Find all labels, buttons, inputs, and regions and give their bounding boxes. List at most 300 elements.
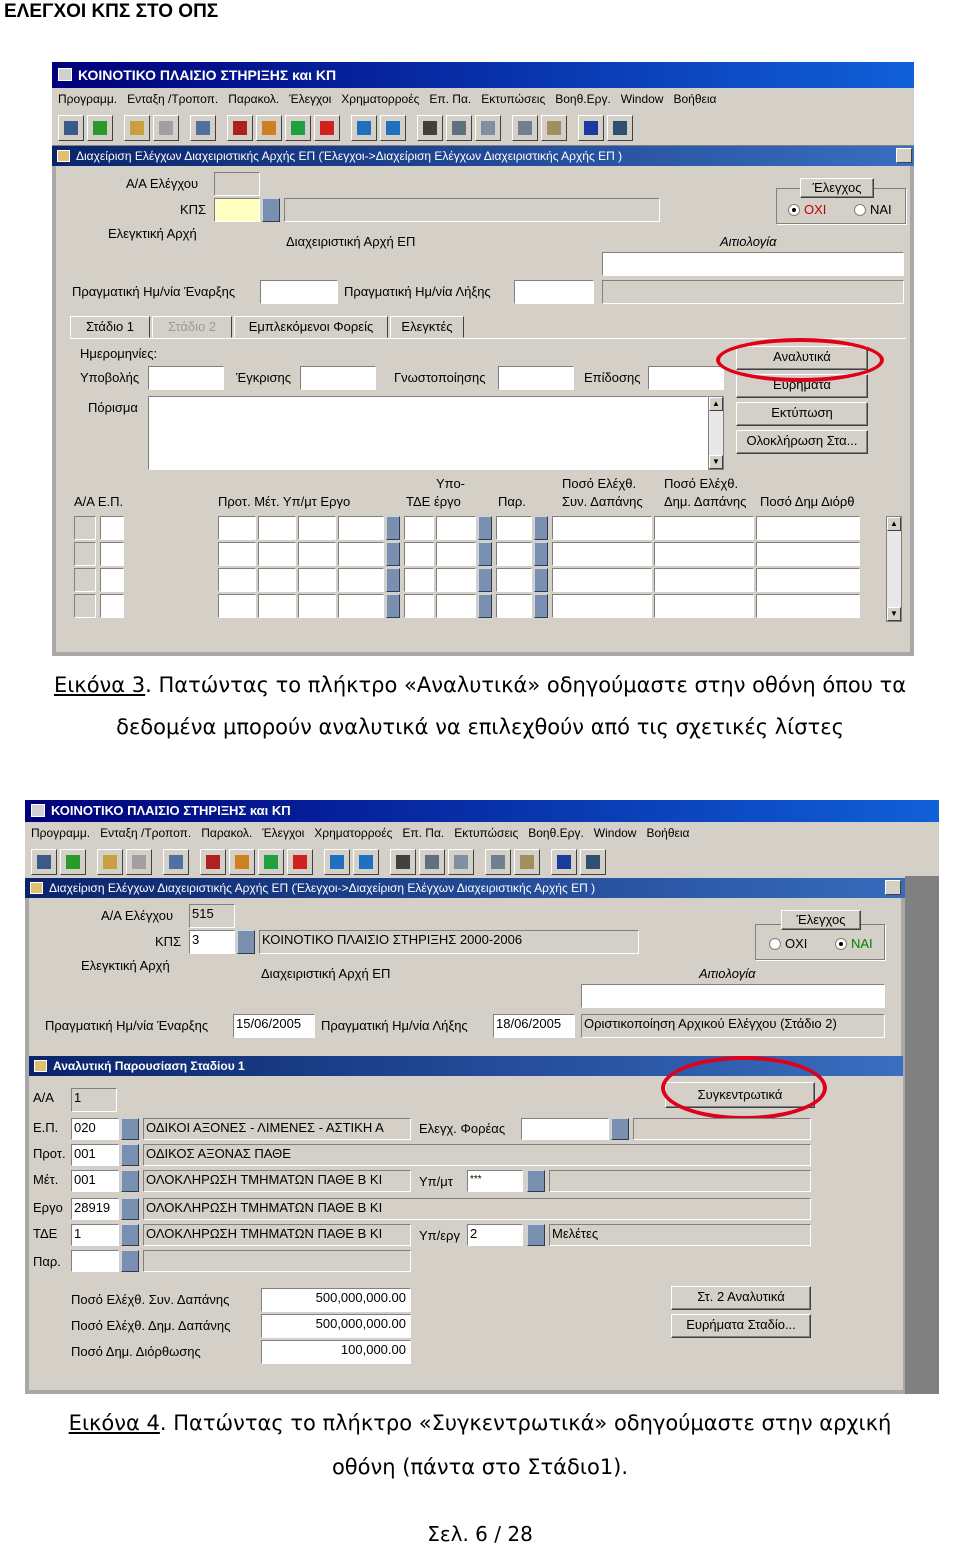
grid-cell[interactable] (756, 568, 860, 592)
delete-record-button[interactable] (227, 115, 253, 141)
menu-item[interactable]: Έλεγχοι (262, 826, 305, 840)
details-icon (452, 121, 466, 135)
label-finding: Πόρισμα (88, 400, 138, 415)
remove-record-icon (293, 855, 307, 869)
menu-item[interactable]: Window (593, 826, 637, 840)
tab-bodies[interactable]: Εμπλεκόμενοι Φορείς (234, 316, 388, 338)
menu-item[interactable]: Ενταξη /Τροποπ. (127, 92, 219, 106)
label-body: Ελεγχ. Φορέας (419, 1121, 506, 1136)
insert-record-icon (291, 121, 305, 135)
grid-header-amt1a: Ποσό Ελέχθ. (562, 476, 637, 491)
exit-icon (613, 121, 627, 135)
list-button[interactable] (390, 849, 416, 875)
submeasure-field[interactable]: *** (467, 1170, 523, 1192)
grid-cell[interactable] (496, 516, 532, 540)
caption-2-line-1 (0, 1408, 960, 1438)
highlight-ring (661, 1056, 827, 1120)
grid-scrollbar[interactable]: ▲ ▼ (886, 516, 902, 622)
grid-cell[interactable] (218, 516, 256, 540)
par-code-field[interactable] (71, 1250, 119, 1272)
prot-list-icon[interactable] (121, 1144, 139, 1166)
subproj-code-field[interactable]: 2 (467, 1224, 523, 1246)
attach-button[interactable] (514, 849, 540, 875)
figure-ref-3[interactable]: Εικόνα 3 (53, 673, 146, 697)
grid-cell[interactable] (436, 516, 476, 540)
remove-record-button[interactable] (314, 115, 340, 141)
insert-record-button[interactable] (258, 849, 284, 875)
prot-name-field: ΟΔΙΚΟΣ ΑΞΟΝΑΣ ΠΑΘΕ (143, 1144, 811, 1166)
menu-item[interactable]: Εκτυπώσεις (454, 826, 519, 840)
label-dates: Ημερομηνίες: (80, 346, 158, 361)
label-ep: Ε.Π. (33, 1120, 59, 1135)
label-detail-aa: Α/Α (33, 1090, 54, 1105)
status-field: Οριστικοποίηση Αρχικού Ελέγχου (Στάδιο 2) (581, 1014, 885, 1038)
menu-item[interactable]: Ενταξη /Τροποπ. (100, 826, 192, 840)
menu-bar (52, 88, 914, 110)
label-kps: ΚΠΣ (155, 934, 182, 949)
form-body (29, 898, 901, 1058)
prev-record-button[interactable] (324, 849, 350, 875)
app-window-icon (58, 68, 72, 81)
label-erg: Εργο (33, 1200, 63, 1215)
kps-list-icon[interactable] (237, 930, 255, 954)
label-approve: Έγκρισης (236, 370, 291, 385)
grid-cell[interactable] (496, 594, 532, 618)
grid-header-sub1: Υπο- (436, 476, 466, 491)
grid-cell[interactable] (756, 542, 860, 566)
radio-yes-label: ΝΑΙ (851, 936, 873, 951)
next-record-icon (386, 121, 400, 135)
deliver-date-field[interactable] (648, 366, 724, 390)
grid-header-par: Παρ. (498, 494, 526, 509)
help-button[interactable] (551, 849, 577, 875)
label-start-date: Πραγματική Ημ/νία Έναρξης (45, 1018, 209, 1033)
menu-bar (25, 822, 939, 844)
list-button[interactable] (417, 115, 443, 141)
grid-cell[interactable] (552, 568, 652, 592)
kps-name-field (284, 198, 660, 222)
ep-list-icon[interactable] (121, 1118, 139, 1140)
radio-no[interactable] (788, 204, 800, 216)
grid-cell[interactable] (436, 542, 476, 566)
par-list-icon[interactable] (121, 1250, 139, 1272)
grid-cell[interactable] (298, 542, 336, 566)
kps-code-field[interactable] (214, 198, 260, 222)
grid-cell[interactable] (654, 594, 754, 618)
delete-record-icon (206, 855, 220, 869)
menu-item[interactable]: Χρηματορροές (314, 826, 393, 840)
erg-list-icon[interactable] (121, 1198, 139, 1220)
radio-no[interactable] (769, 938, 781, 950)
grid-header-sub2: ΤΔΕ έργο (406, 494, 461, 509)
next-record-button[interactable] (353, 849, 379, 875)
details-button[interactable] (446, 115, 472, 141)
report-icon (491, 855, 505, 869)
grid-cell[interactable] (100, 594, 124, 618)
accept-icon (93, 121, 107, 135)
body-field[interactable] (521, 1118, 609, 1140)
notes-button[interactable] (475, 115, 501, 141)
menu-item[interactable]: Προγραμμ. (31, 826, 91, 840)
grid-cell[interactable] (74, 516, 96, 540)
grid-cell[interactable] (654, 568, 754, 592)
edit-icon (262, 121, 276, 135)
print-setup-icon (196, 121, 210, 135)
label-submeasure: Υπ/μτ (419, 1174, 453, 1189)
grid-cell[interactable] (74, 594, 96, 618)
clear-button[interactable] (126, 849, 152, 875)
accept-button[interactable] (87, 115, 113, 141)
caption-1-line-2: δεδομένα μπορούν αναλυτικά να επιλεχθούν από τις σχετικές λίστες (116, 715, 844, 739)
prev-record-icon (330, 855, 344, 869)
submeasure-list-icon[interactable] (527, 1170, 545, 1192)
screenshot-1 (52, 62, 914, 656)
grid-cell[interactable] (654, 542, 754, 566)
toolbar (52, 110, 914, 146)
query-icon (130, 121, 144, 135)
minimize-button[interactable] (896, 148, 912, 163)
page-heading: ΕΛΕΓΧΟΙ ΚΠΣ ΣΤΟ ΟΠΣ (4, 1, 219, 22)
grid-cell[interactable] (100, 542, 124, 566)
details-button[interactable] (419, 849, 445, 875)
remove-record-button[interactable] (287, 849, 313, 875)
grid-header-amt1b: Συν. Δαπάνης (562, 494, 643, 509)
label-amount-total: Ποσό Ελέχθ. Συν. Δαπάνης (71, 1292, 230, 1307)
reason-field[interactable] (602, 252, 904, 276)
kps-name-field: ΚΟΙΝΟΤΙΚΟ ΠΛΑΙΣΙΟ ΣΤΗΡΙΞΗΣ 2000-2006 (259, 930, 639, 954)
grid-cell[interactable] (298, 516, 336, 540)
label-reason: Αιτιολογία (720, 234, 777, 249)
ep-code-field[interactable]: 020 (71, 1118, 119, 1140)
notify-date-field[interactable] (498, 366, 574, 390)
grid-cell[interactable] (404, 568, 434, 592)
list-icon (423, 121, 437, 135)
end-date-field[interactable]: 18/06/2005 (493, 1014, 575, 1038)
grid-list-icon[interactable] (386, 542, 400, 566)
check-group-title: Έλεγχος (800, 178, 874, 198)
query-button[interactable] (97, 849, 123, 875)
start-date-field[interactable] (260, 280, 338, 304)
grid-cell[interactable] (552, 516, 652, 540)
erg-name-field: ΟΛΟΚΛΗΡΩΣΗ ΤΜΗΜΑΤΩΝ ΠΑΘΕ Β ΚΙ (143, 1198, 811, 1220)
label-reason: Αιτιολογία (699, 966, 756, 981)
submeasure-name-field (549, 1170, 811, 1192)
label-prot: Προτ. (33, 1146, 66, 1161)
menu-item[interactable]: Βοήθεια (673, 92, 717, 106)
grid-cell[interactable] (298, 568, 336, 592)
help-button[interactable] (578, 115, 604, 141)
radio-yes[interactable] (854, 204, 866, 216)
print-button[interactable]: Εκτύπωση (736, 402, 868, 426)
edit-icon (235, 855, 249, 869)
label-amount-correction: Ποσό Δημ. Διόρθωσης (71, 1344, 201, 1359)
label-par: Παρ. (33, 1254, 61, 1269)
app-title: ΚΟΙΝΟΤΙΚΟ ΠΛΑΙΣΙΟ ΣΤΗΡΙΞΗΣ και ΚΠ (78, 67, 337, 83)
grid-cell[interactable] (258, 542, 296, 566)
radio-no-label: ΟΧΙ (785, 936, 808, 951)
tab-stage-2[interactable]: Στάδιο 2 (152, 316, 232, 338)
grid-list-icon[interactable] (534, 594, 548, 618)
menu-item[interactable]: Βοηθ.Εργ. (555, 92, 611, 106)
approve-date-field[interactable] (300, 366, 376, 390)
form-title-bar (25, 878, 939, 898)
caption-2-text: . Πατώντας το πλήκτρο «Συγκεντρωτικά» οδηγούμαστε στην αρχική (159, 1411, 892, 1435)
tab-stage-1[interactable]: Στάδιο 1 (70, 316, 150, 338)
report-button[interactable] (512, 115, 538, 141)
form-icon (57, 150, 70, 162)
grid-cell[interactable] (218, 568, 256, 592)
menu-item[interactable]: Window (620, 92, 664, 106)
delete-record-icon (233, 121, 247, 135)
grid-list-icon[interactable] (386, 516, 400, 540)
check-aa-field[interactable]: 515 (189, 904, 235, 928)
grid-cell[interactable] (74, 542, 96, 566)
label-subproj: Υπ/εργ (419, 1228, 460, 1243)
prev-record-icon (357, 121, 371, 135)
grid-cell[interactable] (552, 542, 652, 566)
grid-cell[interactable] (100, 568, 124, 592)
label-authority: Ελεγκτική Αρχή (81, 958, 170, 973)
grid-cell[interactable] (404, 594, 434, 618)
insert-record-icon (264, 855, 278, 869)
radio-yes-label: ΝΑΙ (870, 202, 892, 217)
body-name-field (633, 1118, 811, 1140)
edit-button[interactable] (256, 115, 282, 141)
kps-list-icon[interactable] (262, 198, 280, 222)
highlight-ring (716, 338, 884, 382)
form-title-bar (52, 146, 914, 166)
menu-item[interactable]: Επ. Πα. (429, 92, 472, 106)
label-authority: Ελεγκτική Αρχή (108, 226, 197, 241)
grid-list-icon[interactable] (386, 594, 400, 618)
authority-value: Διαχειριστική Αρχή ΕΠ (261, 966, 391, 981)
kps-code-field[interactable]: 3 (189, 930, 235, 954)
print-setup-button[interactable] (190, 115, 216, 141)
save-button[interactable] (31, 849, 57, 875)
form-icon (30, 882, 43, 894)
met-name-field: ΟΛΟΚΛΗΡΩΣΗ ΤΜΗΜΑΤΩΝ ΠΑΘΕ Β ΚΙ (143, 1170, 411, 1192)
exit-button[interactable] (607, 115, 633, 141)
app-title-bar (25, 800, 939, 822)
grid-cell[interactable] (338, 594, 384, 618)
grid-cell[interactable] (496, 542, 532, 566)
grid-cell[interactable] (218, 542, 256, 566)
caption-1-line-1 (0, 670, 960, 700)
analytical-button[interactable]: Αναλυτικά (736, 346, 868, 370)
background-panel (905, 876, 939, 1394)
amount-public-field[interactable]: 500,000,000.00 (261, 1314, 411, 1338)
par-name-field (143, 1250, 411, 1272)
form-title: Διαχείριση Ελέγχων Διαχειριστικής Αρχής ΕΠ (Έλεγχοι->Διαχείριση Ελέγχων Διαχειριστικής Αρχής ΕΠ ) (76, 149, 623, 163)
help-icon (584, 121, 598, 135)
minimize-button[interactable] (885, 880, 901, 895)
grid-list-icon[interactable] (478, 516, 492, 540)
attach-icon (547, 121, 561, 135)
edit-button[interactable] (229, 849, 255, 875)
grid-list-icon[interactable] (478, 568, 492, 592)
label-check-aa: Α/Α Ελέγχου (126, 176, 199, 191)
figure-ref-4[interactable]: Εικόνα 4 (68, 1411, 160, 1435)
check-aa-field[interactable] (214, 172, 260, 196)
label-notify: Γνωστοποίησης (394, 370, 486, 385)
save-icon (37, 855, 51, 869)
grid-cell[interactable] (756, 594, 860, 618)
tde-name-field: ΟΛΟΚΛΗΡΩΣΗ ΤΜΗΜΑΤΩΝ ΠΑΘΕ Β ΚΙ (143, 1224, 411, 1246)
grid-cell[interactable] (298, 594, 336, 618)
details-icon (425, 855, 439, 869)
print-setup-icon (169, 855, 183, 869)
menu-item[interactable]: Βοηθ.Εργ. (528, 826, 584, 840)
grid-cell[interactable] (436, 568, 476, 592)
grid-header-amt2b: Δημ. Δαπάνης (664, 494, 747, 509)
attach-button[interactable] (541, 115, 567, 141)
label-start-date: Πραγματική Ημ/νία Έναρξης (72, 284, 236, 299)
finding-textarea[interactable] (148, 396, 708, 470)
detail-aa-field: 1 (71, 1088, 117, 1112)
grid-cell[interactable] (218, 594, 256, 618)
reason-field[interactable] (581, 984, 885, 1008)
start-date-field[interactable]: 15/06/2005 (233, 1014, 315, 1038)
submit-date-field[interactable] (148, 366, 224, 390)
caption-2-line-2: οθόνη (πάντα στο Στάδιο1). (331, 1455, 629, 1479)
report-icon (518, 121, 532, 135)
menu-item[interactable]: Βοήθεια (646, 826, 690, 840)
insert-record-button[interactable] (285, 115, 311, 141)
notes-button[interactable] (448, 849, 474, 875)
finding-scrollbar[interactable]: ▲ ▼ (708, 396, 724, 470)
grid-cell[interactable] (654, 516, 754, 540)
grid-cell[interactable] (756, 516, 860, 540)
complete-stage-button[interactable]: Ολοκλήρωση Στα... (736, 430, 868, 454)
authority-value: Διαχειριστική Αρχή ΕΠ (286, 234, 416, 249)
erg-code-field[interactable]: 28919 (71, 1198, 119, 1220)
grid-cell[interactable] (404, 516, 434, 540)
stage2-analytical-button[interactable]: Στ. 2 Αναλυτικά (671, 1286, 811, 1310)
grid-cell[interactable] (436, 594, 476, 618)
label-met: Μέτ. (33, 1172, 59, 1187)
met-list-icon[interactable] (121, 1170, 139, 1192)
menu-item[interactable]: Εκτυπώσεις (481, 92, 546, 106)
detail-icon (34, 1060, 47, 1072)
save-button[interactable] (58, 115, 84, 141)
label-kps: ΚΠΣ (180, 202, 207, 217)
clear-icon (159, 121, 173, 135)
screenshot-2 (25, 800, 939, 1394)
menu-item[interactable]: Προγραμμ. (58, 92, 118, 106)
remove-record-icon (320, 121, 334, 135)
detail-body (29, 1076, 903, 1390)
exit-button[interactable] (580, 849, 606, 875)
body-list-icon[interactable] (611, 1118, 629, 1140)
grid-cell[interactable] (496, 568, 532, 592)
app-title-bar (52, 62, 914, 88)
prot-code-field[interactable]: 001 (71, 1144, 119, 1166)
menu-item[interactable]: Παρακολ. (228, 92, 280, 106)
accept-button[interactable] (60, 849, 86, 875)
detail-title: Αναλυτική Παρουσίαση Σταδίου 1 (53, 1059, 245, 1073)
list-icon (396, 855, 410, 869)
grid-header-cols: Προτ. Μέτ. Υπ/μτ Εργο (218, 494, 351, 509)
grid-list-icon[interactable] (478, 542, 492, 566)
report-button[interactable] (485, 849, 511, 875)
app-title: ΚΟΙΝΟΤΙΚΟ ΠΛΑΙΣΙΟ ΣΤΗΡΙΞΗΣ και ΚΠ (51, 803, 291, 818)
subproj-list-icon[interactable] (527, 1224, 545, 1246)
menu-item[interactable]: Παρακολ. (201, 826, 253, 840)
save-icon (64, 121, 78, 135)
app-window-icon (31, 804, 45, 817)
subproj-name-field: Μελέτες (549, 1224, 811, 1246)
grid-header-ep: Α/Α Ε.Π. (74, 494, 124, 509)
query-button[interactable] (124, 115, 150, 141)
label-submit: Υποβολής (80, 370, 140, 385)
amount-total-field[interactable]: 500,000,000.00 (261, 1288, 411, 1312)
grid-cell[interactable] (404, 542, 434, 566)
clear-icon (132, 855, 146, 869)
amount-correction-field[interactable]: 100,000.00 (261, 1340, 411, 1364)
grid-cell[interactable] (258, 568, 296, 592)
label-end-date: Πραγματική Ημ/νία Λήξης (321, 1018, 468, 1033)
radio-yes[interactable] (835, 938, 847, 950)
page-footer: Σελ. 6 / 28 (427, 1522, 533, 1546)
grid-list-icon[interactable] (534, 542, 548, 566)
findings-button[interactable]: Ευρήματα (736, 374, 868, 398)
met-code-field[interactable]: 001 (71, 1170, 119, 1192)
grid-list-icon[interactable] (534, 568, 548, 592)
next-record-button[interactable] (380, 115, 406, 141)
grid-list-icon[interactable] (478, 594, 492, 618)
delete-record-button[interactable] (200, 849, 226, 875)
end-date-field[interactable] (514, 280, 594, 304)
grid-cell[interactable] (338, 542, 384, 566)
grid-cell[interactable] (258, 594, 296, 618)
clear-button[interactable] (153, 115, 179, 141)
print-setup-button[interactable] (163, 849, 189, 875)
next-record-icon (359, 855, 373, 869)
label-end-date: Πραγματική Ημ/νία Λήξης (344, 284, 491, 299)
grid-list-icon[interactable] (386, 568, 400, 592)
notes-icon (481, 121, 495, 135)
tde-list-icon[interactable] (121, 1224, 139, 1246)
tde-code-field[interactable]: 1 (71, 1224, 119, 1246)
summary-button[interactable]: Συγκεντρωτικά (665, 1082, 815, 1108)
grid-cell[interactable] (338, 516, 384, 540)
prev-record-button[interactable] (351, 115, 377, 141)
grid-cell[interactable] (74, 568, 96, 592)
query-icon (103, 855, 117, 869)
notes-icon (454, 855, 468, 869)
attach-icon (520, 855, 534, 869)
grid-header-amt2a: Ποσό Ελέχθ. (664, 476, 739, 491)
grid-list-icon[interactable] (534, 516, 548, 540)
check-group-title: Έλεγχος (781, 910, 861, 930)
menu-item[interactable]: Επ. Πα. (402, 826, 445, 840)
ep-name-field: ΟΔΙΚΟΙ ΑΞΟΝΕΣ - ΛΙΜΕΝΕΣ - ΑΣΤΙΚΗ Α (143, 1118, 411, 1140)
menu-item[interactable]: Έλεγχοι (289, 92, 332, 106)
grid-cell[interactable] (552, 594, 652, 618)
exit-icon (586, 855, 600, 869)
grid-header-amt3: Ποσό Δημ Διόρθ (760, 494, 855, 509)
tab-auditors[interactable]: Ελεγκτές (390, 316, 464, 338)
grid-cell[interactable] (258, 516, 296, 540)
label-check-aa: Α/Α Ελέγχου (101, 908, 174, 923)
toolbar (25, 844, 939, 880)
stage-findings-button[interactable]: Ευρήματα Σταδίο... (671, 1314, 811, 1338)
label-deliver: Επίδοσης (584, 370, 641, 385)
grid-cell[interactable] (100, 516, 124, 540)
grid-cell[interactable] (338, 568, 384, 592)
menu-item[interactable]: Χρηματορροές (341, 92, 420, 106)
form-body (56, 166, 910, 652)
